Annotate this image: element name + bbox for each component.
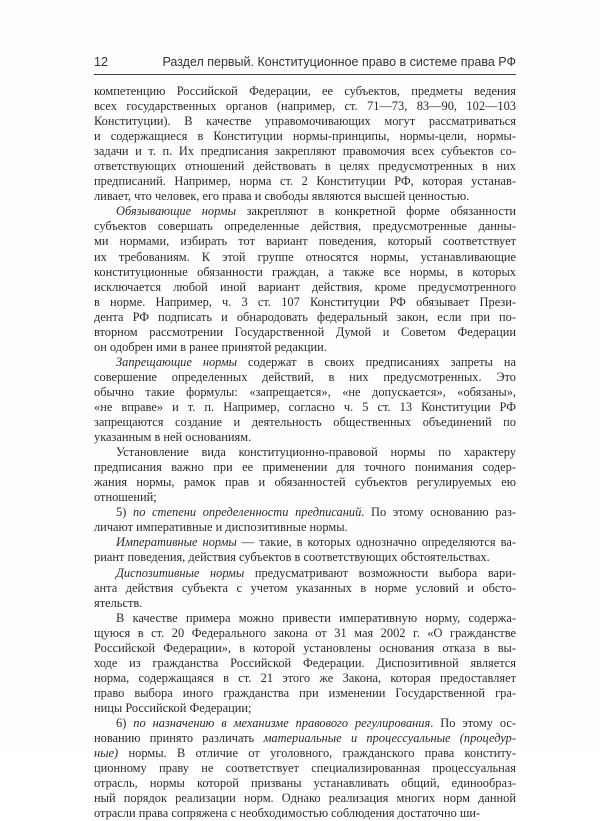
line-text: . По этому основанию раз- xyxy=(361,505,516,520)
line-text: ответствующих отношений действовать в целях предусмотренных в них xyxy=(94,159,516,174)
text-line xyxy=(94,520,516,535)
line-text: вторном рассмотрении Государственной Думой и Советом Федерации xyxy=(94,324,516,339)
line-text: ницы Российской Федерации; xyxy=(94,700,252,715)
text-line xyxy=(94,550,516,565)
line-text: он одобрен ими в ранее принятой редакции. xyxy=(94,339,327,354)
text-line xyxy=(94,174,516,189)
line-text: отрасль, нормы которой призваны устанавливать общий, единообраз- xyxy=(94,776,516,791)
header-rule xyxy=(94,74,516,75)
emphasis-term: по назначению в механизме правового регулирования xyxy=(133,715,431,730)
text-line xyxy=(94,701,516,716)
line-text: исключается любой иной вариант действия, кроме предусмотренного xyxy=(94,279,516,294)
text-line xyxy=(94,671,516,686)
text-line xyxy=(94,325,516,340)
line-text: нормы. В отличие от уголовного, гражданского права конститу- xyxy=(118,746,516,761)
emphasis-term: Обязывающие нормы xyxy=(116,204,236,219)
emphasis-term: по степени определенности предписаний xyxy=(133,505,362,520)
text-line xyxy=(94,596,516,611)
text-line xyxy=(94,144,516,159)
text-line xyxy=(94,204,516,219)
text-line xyxy=(94,280,516,295)
text-line xyxy=(94,475,516,490)
text-line xyxy=(94,265,516,280)
text-line xyxy=(94,535,516,550)
text-line xyxy=(94,250,516,265)
text-line xyxy=(94,99,516,114)
line-text: Конституции). В качестве управомочивающих могут рассматриваться xyxy=(94,114,516,129)
list-marker: 6) xyxy=(116,715,134,730)
emphasis-term: Запрещающие нормы xyxy=(116,354,238,369)
line-text: — такие, в которых однозначно определяются ва- xyxy=(236,535,516,550)
line-text: Установление вида конституционно-правовой нормы по характеру xyxy=(116,445,516,460)
line-text: указанным в ней основаниям. xyxy=(94,430,252,445)
text-line xyxy=(94,295,516,310)
text-line xyxy=(94,159,516,174)
text-line xyxy=(94,219,516,234)
running-header xyxy=(94,55,516,75)
text-line xyxy=(94,776,516,791)
line-text: дента РФ подписать и обнародовать федеральный закон, если при по- xyxy=(94,309,516,324)
line-text: обычно такие формулы: «запрещается», «не допускается», «обязаны», xyxy=(94,384,516,399)
line-text: конституционные обязанности граждан, а также все нормы, в которых xyxy=(94,264,516,279)
text-line xyxy=(94,761,516,776)
text-line xyxy=(94,611,516,626)
text-line xyxy=(94,430,516,445)
line-text: нованию принято различать xyxy=(94,731,264,746)
text-line xyxy=(94,460,516,475)
text-line xyxy=(94,581,516,596)
line-text: анта действия субъекта с учетом указанных в норме условий и обсто- xyxy=(94,580,516,595)
line-text: ходе из гражданства Российской Федерации. Диспозитивной является xyxy=(94,655,516,670)
page-number: 12 xyxy=(94,55,108,69)
line-text: в норме. Например, ч. 3 ст. 107 Конституции РФ обязывает Прези- xyxy=(94,294,516,309)
line-text: компетенцию Российской Федерации, ее субъектов, предметы ведения xyxy=(94,84,516,98)
line-text: их требованиям. К этой группе относятся нормы, устанавливающие xyxy=(94,249,516,264)
text-line xyxy=(94,716,516,731)
text-line xyxy=(94,400,516,415)
text-line xyxy=(94,505,516,520)
text-line xyxy=(94,370,516,385)
line-text: В качестве примера можно привести императивную норму, содержа- xyxy=(116,610,516,625)
emphasis-term: ные) xyxy=(94,746,119,761)
text-line xyxy=(94,490,516,505)
line-text: жания нормы, рамок прав и обязанностей субъектов регулируемых ею xyxy=(94,475,516,490)
text-line xyxy=(94,310,516,325)
text-line xyxy=(94,806,516,821)
line-text: ми нормами, избирать тот вариант поведения, который соответствует xyxy=(94,234,516,249)
line-text: право выбора иного гражданства при изменении Государственной гра- xyxy=(94,685,516,700)
line-text: и содержащиеся в Конституции нормы-принципы, нормы-цели, нормы- xyxy=(94,129,516,144)
line-text: закрепляют в конкретной форме обязанности xyxy=(235,204,516,219)
line-text: ный порядок реализации норм. Однако реализация многих норм данной xyxy=(94,791,516,806)
line-text: задачи и т. п. Их предписания закрепляют правомочия всех субъектов со- xyxy=(94,144,516,159)
text-line xyxy=(94,566,516,581)
line-text: предписаний. Например, норма ст. 2 Конституции РФ, которая устанав- xyxy=(94,174,516,189)
text-line xyxy=(94,445,516,460)
text-line xyxy=(94,129,516,144)
text-line xyxy=(94,385,516,400)
text-line xyxy=(94,84,516,99)
line-text: ятельств. xyxy=(94,595,143,610)
line-text: Российской Федерации», в которой установлены основания отказа в вы- xyxy=(94,640,516,655)
line-text: риант поведения, действия субъектов в соответствующих обстоятельствах. xyxy=(94,550,490,565)
text-line xyxy=(94,746,516,761)
line-text: норма, содержащаяся в ст. 21 этого же Закона, которая предоставляет xyxy=(94,670,516,685)
line-text: предусматривают возможности выбора вари- xyxy=(244,565,516,580)
text-line xyxy=(94,791,516,806)
list-marker: 5) xyxy=(116,505,133,520)
line-text: содержат в своих предписаниях запреты на xyxy=(237,354,516,369)
text-line xyxy=(94,731,516,746)
line-text: . По этому ос- xyxy=(430,715,516,730)
line-text: отрасли права сопряжена с необходимостью соблюдения достаточно ши- xyxy=(94,806,481,821)
line-text: предписания важно при ее применении для точного понимания содер- xyxy=(94,460,516,475)
text-line xyxy=(94,114,516,129)
line-text: отношений; xyxy=(94,490,157,505)
line-text: всех государственных органов (например, ст. 71—73, 83—90, 102—103 xyxy=(94,99,516,114)
line-text: запрещаются создание и деятельность общественных объединений по xyxy=(94,415,516,430)
emphasis-term: материальные и процессуальные (процедур- xyxy=(263,731,516,746)
text-line xyxy=(94,686,516,701)
text-line xyxy=(94,656,516,671)
text-line xyxy=(94,641,516,656)
emphasis-term: Императивные нормы xyxy=(116,535,237,550)
body-text xyxy=(94,84,516,821)
line-text: ливает, что человек, его права и свободы являются высшей ценностью. xyxy=(94,189,470,204)
text-line xyxy=(94,340,516,355)
text-line xyxy=(94,355,516,370)
section-title: Раздел первый. Конституционное право в системе права РФ xyxy=(162,55,516,69)
line-text: совершение определенных действий, в них предусмотренных. Это xyxy=(94,369,516,384)
text-line xyxy=(94,234,516,249)
line-text: личают императивные и диспозитивные нормы. xyxy=(94,520,348,535)
text-line xyxy=(94,415,516,430)
line-text: «не вправе» и т. п. Например, согласно ч. 5 ст. 13 Конституции РФ xyxy=(94,399,516,414)
line-text: субъектов совершать определенные действия, предусмотренные данны- xyxy=(94,219,516,234)
text-line xyxy=(94,626,516,641)
text-line xyxy=(94,189,516,204)
line-text: щуюся в ст. 20 Федерального закона от 31 мая 2002 г. «О гражданстве xyxy=(94,625,516,640)
emphasis-term: Диспозитивные нормы xyxy=(116,565,245,580)
line-text: ционному праву не соответствует специализированная процессуальная xyxy=(94,761,516,776)
